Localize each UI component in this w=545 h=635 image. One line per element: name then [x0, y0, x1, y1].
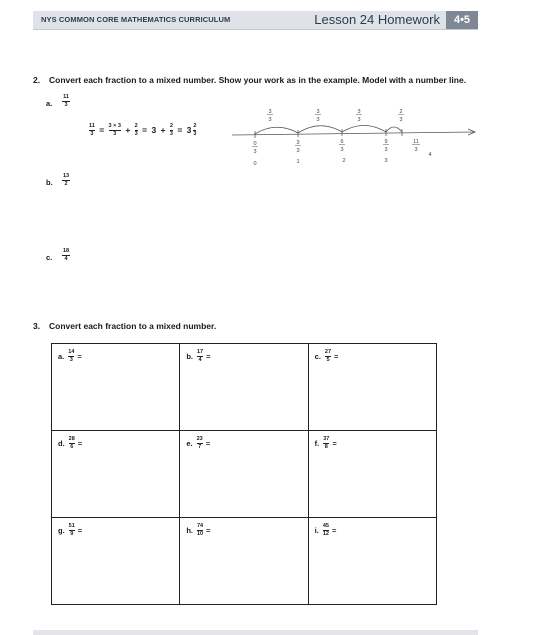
q3-f-letter: f. — [314, 438, 320, 448]
jump-arc-2 — [298, 126, 342, 133]
q3-c-den: 5 — [326, 357, 330, 363]
q3-cell-d[interactable] — [52, 431, 180, 518]
arc-label-4-den: 3 — [399, 117, 403, 123]
arc-label-2-den: 3 — [316, 117, 320, 123]
work-whole: 3 — [151, 125, 157, 135]
q3-h-num: 74 — [197, 523, 204, 529]
work-t1-num: 3 × 3 — [108, 123, 121, 129]
arc-label-3-den: 3 — [357, 117, 361, 123]
work-mixed-den: 3 — [193, 131, 197, 137]
work-lhs-den: 3 — [90, 131, 94, 137]
q2-part-a-denominator: 3 — [64, 102, 68, 108]
work-t3-num: 2 — [169, 123, 173, 129]
q3-cell-c[interactable] — [308, 344, 436, 431]
q3-i-letter: i. — [314, 525, 319, 535]
q3-c-equals: = — [334, 351, 339, 361]
q3-b-letter: b. — [186, 351, 193, 361]
q3-e-equals: = — [205, 438, 211, 448]
q2-part-b-letter: b. — [46, 178, 53, 187]
tick-frac-4-den: 3 — [384, 147, 388, 153]
q2-part-b-fraction — [62, 173, 70, 187]
q2-part-c-letter: c. — [46, 253, 53, 262]
q3-cell-e[interactable] — [180, 431, 308, 518]
whole-label-1: 1 — [296, 159, 300, 165]
q2-part-c-fraction — [62, 248, 70, 262]
q3-i-den: 12 — [322, 531, 329, 537]
q3-cell-f[interactable] — [308, 431, 436, 518]
q3-b-equals: = — [206, 351, 211, 361]
work-t1-den: 3 — [113, 131, 117, 137]
jump-arc-3 — [342, 126, 386, 133]
q3-i-equals: = — [331, 525, 337, 535]
work-equals-2: = — [142, 125, 148, 135]
q2-part-c-numerator: 18 — [62, 248, 70, 254]
tick-frac-1-num: 0 — [253, 141, 257, 147]
q2-prompt: Convert each fraction to a mixed number. Show your work as in the example. Model with a number line. — [49, 75, 467, 85]
q2-example-work — [88, 123, 197, 137]
q2-part-c-denominator: 4 — [64, 256, 68, 262]
number-line-axis — [232, 132, 474, 135]
module-badge: 4•5 — [446, 11, 478, 29]
arc-label-1-den: 3 — [268, 117, 272, 123]
q3-f-den: 8 — [324, 444, 328, 450]
q2-part-a-letter: a. — [46, 99, 53, 108]
work-lhs-num: 11 — [89, 123, 95, 129]
q2-part-a-numerator: 11 — [63, 94, 69, 100]
q3-i-num: 45 — [322, 523, 329, 529]
arc-label-1-num: 3 — [268, 109, 272, 115]
q3-h-letter: h. — [186, 525, 193, 535]
whole-label-0: 0 — [253, 161, 257, 167]
q3-b-den: 4 — [198, 357, 202, 363]
tick-frac-3-den: 3 — [340, 147, 344, 153]
q2-part-b-denominator: 2 — [64, 181, 68, 187]
q3-e-num: 23 — [196, 436, 203, 442]
work-t2-den: 3 — [134, 131, 138, 137]
q3-g-num: 51 — [68, 523, 75, 529]
tick-frac-4-num: 9 — [384, 139, 388, 145]
page-header — [33, 11, 478, 30]
q3-h-den: 10 — [197, 531, 204, 537]
tick-frac-5-num: 11 — [413, 139, 419, 145]
work-plus-2: + — [160, 125, 166, 135]
work-mixed-num: 2 — [193, 123, 197, 129]
q3-e-den: 7 — [198, 444, 202, 450]
work-equals-3: = — [177, 125, 183, 135]
q3-a-equals: = — [77, 351, 82, 361]
q3-prompt: Convert each fraction to a mixed number. — [49, 321, 217, 331]
q3-g-den: 9 — [70, 531, 74, 537]
q3-d-den: 6 — [70, 444, 74, 450]
whole-label-3: 3 — [384, 158, 388, 164]
work-t3-den: 3 — [169, 131, 173, 137]
q3-g-equals: = — [77, 525, 83, 535]
tick-frac-3-num: 6 — [340, 139, 344, 145]
arc-label-2-num: 3 — [316, 109, 320, 115]
q3-d-num: 28 — [68, 436, 75, 442]
q3-a-letter: a. — [58, 351, 65, 361]
lesson-title: Lesson 24 Homework — [314, 12, 440, 27]
whole-label-2: 2 — [342, 158, 346, 164]
curriculum-title: NYS COMMON CORE MATHEMATICS CURRICULUM — [41, 15, 231, 24]
whole-label-4: 4 — [428, 152, 432, 158]
q3-h-equals: = — [206, 525, 211, 535]
q3-c-num: 27 — [324, 349, 332, 355]
arc-label-3-num: 3 — [357, 109, 361, 115]
q3-a-den: 3 — [69, 357, 73, 363]
work-equals-1: = — [99, 125, 105, 135]
q3-cell-g[interactable] — [52, 518, 180, 605]
tick-frac-2-num: 3 — [296, 140, 300, 146]
q3-e-letter: e. — [186, 438, 193, 448]
tick-frac-1-den: 3 — [253, 149, 257, 155]
q3-f-num: 37 — [323, 436, 330, 442]
jump-arc-1 — [255, 127, 298, 134]
q2-part-a-fraction — [62, 94, 70, 108]
q3-g-letter: g. — [58, 525, 65, 535]
arc-label-4-num: 2 — [399, 109, 403, 115]
q2-part-b-numerator: 13 — [62, 173, 70, 179]
work-t2-num: 2 — [134, 123, 138, 129]
q3-d-letter: d. — [58, 438, 65, 448]
q3-f-equals: = — [332, 438, 337, 448]
q3-b-num: 17 — [197, 349, 204, 355]
q3-cell-a[interactable] — [52, 344, 180, 431]
q3-c-letter: c. — [314, 351, 321, 361]
page-footer-bar — [33, 630, 478, 635]
jump-arc-4 — [386, 127, 402, 132]
q3-a-num: 14 — [68, 349, 75, 355]
number-line-model — [228, 103, 488, 173]
q2-number: 2. — [33, 75, 41, 85]
q3-cell-h[interactable] — [180, 518, 308, 605]
q3-cell-i[interactable] — [308, 518, 436, 605]
q3-d-equals: = — [77, 438, 83, 448]
work-plus-1: + — [125, 125, 131, 135]
tick-frac-5-den: 3 — [414, 147, 418, 153]
tick-frac-2-den: 3 — [296, 148, 300, 154]
q3-answer-grid — [51, 343, 437, 605]
work-mixed-whole: 3 — [186, 125, 192, 135]
q3-number: 3. — [33, 321, 41, 331]
q3-cell-b[interactable] — [180, 344, 308, 431]
